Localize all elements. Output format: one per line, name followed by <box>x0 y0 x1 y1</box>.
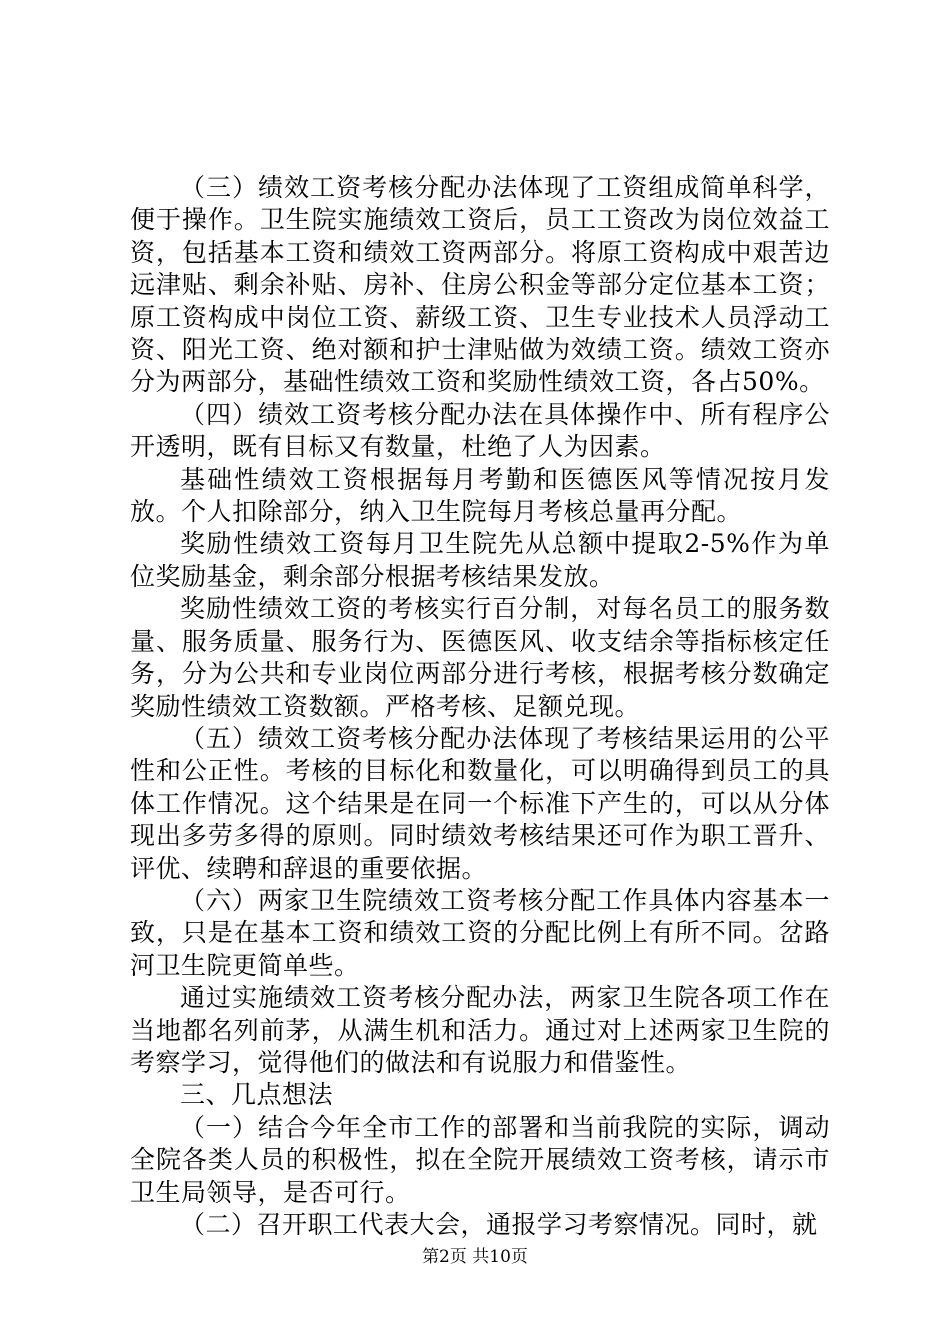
paragraph-incentive-fund: 奖励性绩效工资每月卫生院先从总额中提取2-5%作为单位奖励基金，剩余部分根据考核结果发放。 <box>130 529 831 591</box>
paragraph-5: （五）绩效工资考核分配办法体现了考核结果运用的公平性和公正性。考核的目标化和数量化，可以明确得到员工的具体工作情况。这个结果是在同一个标准下产生的，可以从分体现出多劳多得的原则。同时绩效考核结果还可作为职工晋升、评优、续聘和辞退的重要依据。 <box>130 723 830 883</box>
paragraph-basic-performance: 基础性绩效工资根据每月考勤和医德医风等情况按月发放。个人扣除部分，纳入卫生院每月考核总量再分配。 <box>130 464 830 527</box>
paragraph-summary: 通过实施绩效工资考核分配办法，两家卫生院各项工作在当地都名列前茅，从满生机和活力。通过对上述两家卫生院的考察学习，觉得他们的做法和有说服力和借鉴性。 <box>130 983 830 1077</box>
paragraph-idea-2: （二）召开职工代表大会，通报学习考察情况。同时，就 <box>180 1210 818 1239</box>
paragraph-3: （三）绩效工资考核分配办法体现了工资组成简单科学，便于操作。卫生院实施绩效工资后，员工工资改为岗位效益工资，包括基本工资和绩效工资两部分。将原工资构成中艰苦边远津贴、剩余补贴、房补、住房公积金等部分定位基本工资；原工资构成中岗位工资、薪级工资、卫生专业技术人员浮动工资、阳光工资、绝对额和护士津贴做为效绩工资。绩效工资亦分为两部分，基础性绩效工资和奖励性绩效工资，各占50%。 <box>130 173 830 397</box>
section-heading: 三、几点想法 <box>180 1080 334 1110</box>
page-number-footer: 第2页 共10页 <box>422 1247 528 1267</box>
paragraph-4: （四）绩效工资考核分配办法在具体操作中、所有程序公开透明，既有目标又有数量，杜绝了人为因素。 <box>130 399 830 462</box>
paragraph-idea-1: （一）结合今年全市工作的部署和当前我院的实际，调动全院各类人员的积极性，拟在全院开展绩效工资考核，请示市卫生局领导，是否可行。 <box>130 1112 830 1207</box>
paragraph-6: （六）两家卫生院绩效工资考核分配工作具体内容基本一致，只是在基本工资和绩效工资的分配比例上有所不同。岔路河卫生院更简单些。 <box>130 885 830 980</box>
paragraph-incentive-assessment: 奖励性绩效工资的考核实行百分制，对每名员工的服务数量、服务质量、服务行为、医德医风、收支结余等指标核定任务，分为公共和专业岗位两部分进行考核，根据考核分数确定奖励性绩效工资数额。严格考核、足额兑现。 <box>130 594 830 721</box>
document-body <box>130 172 830 1241</box>
